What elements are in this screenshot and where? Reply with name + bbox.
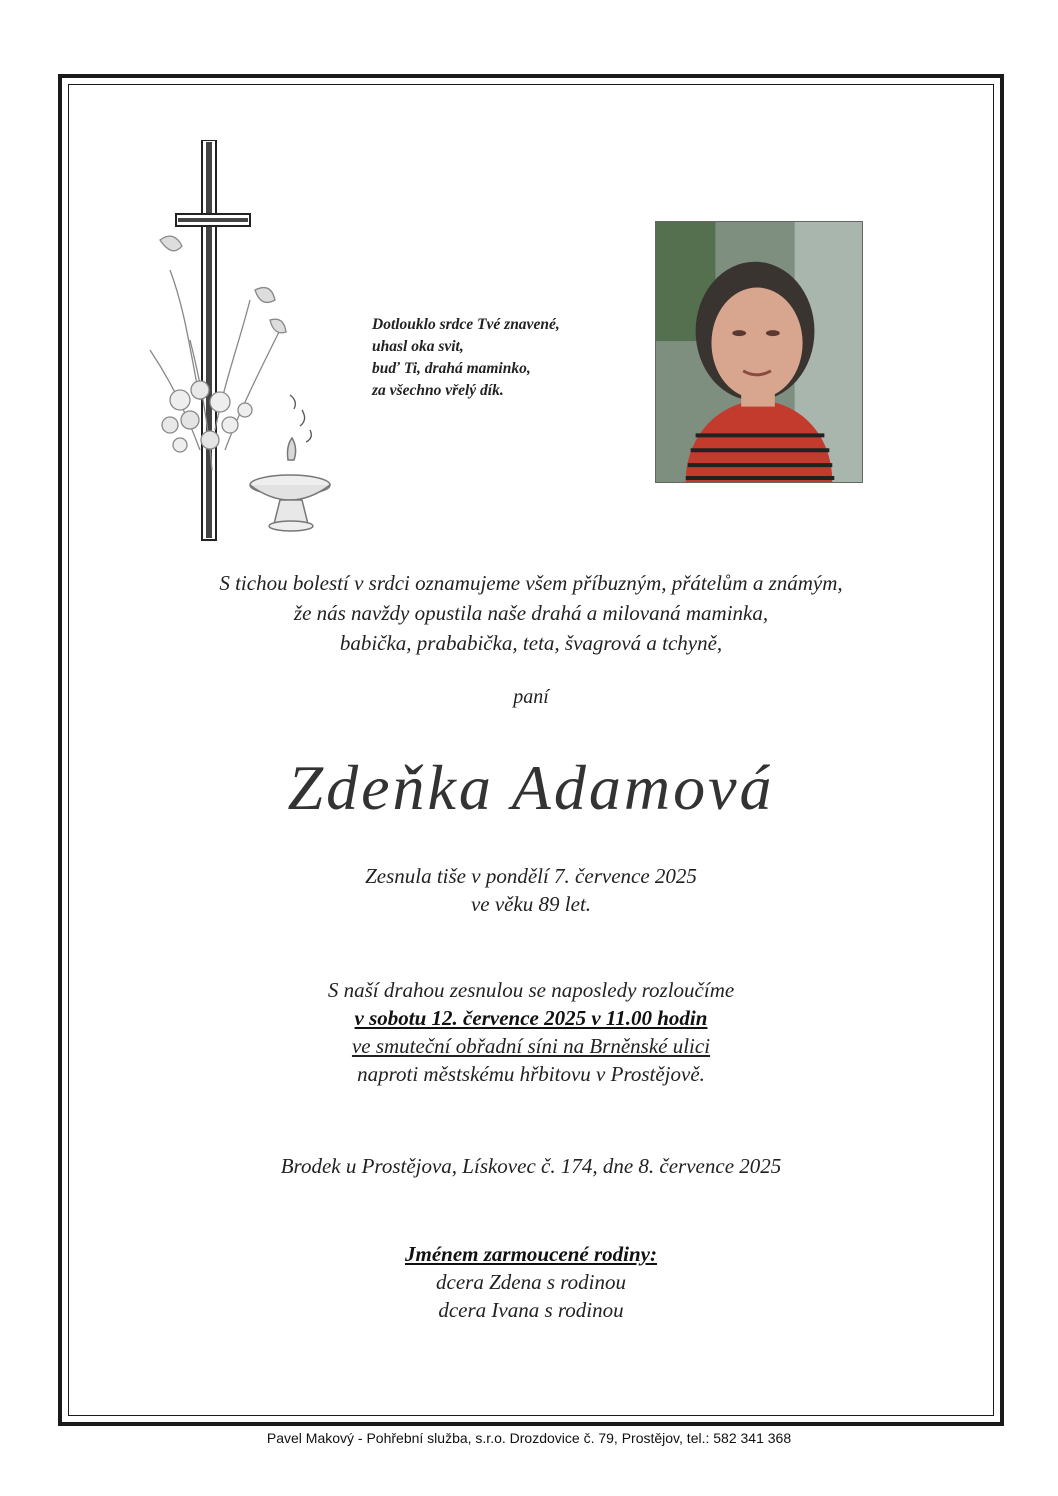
place-and-date: Brodek u Prostějova, Lískovec č. 174, dne 8. července 2025: [280, 1154, 782, 1178]
poem-line: za všechno vřelý dík.: [372, 382, 504, 399]
poem-line: Dotlouklo srdce Tvé znavené,: [372, 316, 560, 333]
death-date: Zesnula tiše v pondělí 7. července 2025: [365, 864, 697, 888]
ceremony-info: [68, 976, 994, 1088]
death-info: [68, 862, 994, 918]
salutation: paní: [513, 686, 549, 708]
ceremony-date-time: v sobotu 12. července 2025 v 11.00 hodin: [354, 1006, 708, 1030]
ceremony-location: naproti městskému hřbitovu v Prostějově.: [357, 1062, 705, 1086]
memorial-poem: [372, 314, 632, 402]
portrait-photo: [655, 221, 863, 483]
age: ve věku 89 let.: [470, 892, 592, 916]
announcement-text: [68, 568, 994, 658]
ceremony-venue: ve smuteční obřadní síni na Brněnské ulici: [351, 1034, 711, 1058]
poem-line: uhasl oka svit,: [372, 338, 464, 355]
family-signature: [68, 1240, 994, 1324]
family-member: dcera Ivana s rodinou: [438, 1298, 624, 1322]
cross-with-flowers-illustration: [130, 140, 340, 550]
family-member: dcera Zdena s rodinou: [436, 1270, 626, 1294]
deceased-name: Zdeňka Adamová: [287, 752, 775, 823]
poem-line: buď Ti, drahá maminko,: [372, 360, 531, 377]
announcement-line: babička, prababička, teta, švagrová a tchyně,: [339, 631, 723, 655]
flowers-icon: [150, 236, 311, 470]
announcement-line: S tichou bolestí v srdci oznamujeme všem příbuzným, přátelům a známým,: [219, 571, 843, 595]
announcement-line: že nás navždy opustila naše drahá a milovaná maminka,: [293, 601, 769, 625]
ceremony-intro: S naší drahou zesnulou se naposledy rozloučíme: [327, 978, 735, 1002]
oil-lamp-icon: [250, 438, 330, 531]
funeral-service-footer: Pavel Makový - Pohřební služba, s.r.o. Drozdovice č. 79, Prostějov, tel.: 582 341 368: [266, 1430, 792, 1446]
family-heading: Jménem zarmoucené rodiny:: [405, 1242, 657, 1266]
